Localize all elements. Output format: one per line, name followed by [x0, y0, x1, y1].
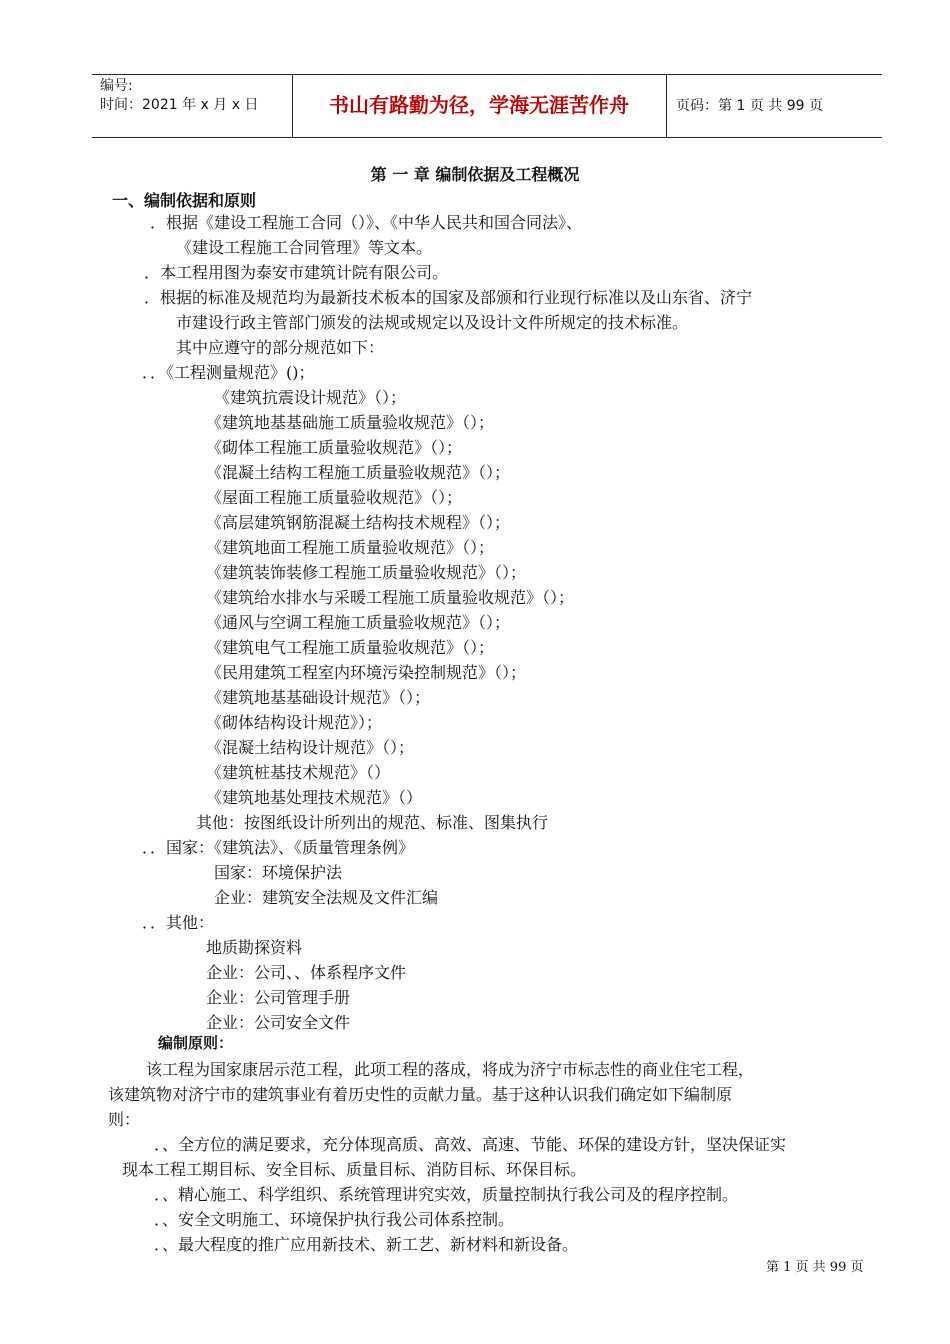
- spec-item: 《砌体工程施工质量验收规范》（）；: [206, 438, 463, 457]
- body-line: 企业：公司安全文件: [206, 1013, 351, 1032]
- header-page-number: 页码：第 1 页 共 99 页: [676, 98, 823, 114]
- principles-intro: 该工程为国家康居示范工程，此项工程的落成，将成为济宁市标志性的商业住宅工程，: [146, 1060, 755, 1079]
- principles-intro: 该建筑物对济宁市的建筑事业有着历史性的贡献力量。基于这种认识我们确定如下编制原: [108, 1085, 733, 1104]
- chapter-title: 第 一 章 编制依据及工程概况: [370, 165, 580, 184]
- spec-item: 《建筑给水排水与采暖工程施工质量验收规范》（）；: [206, 588, 575, 607]
- document-number-label: 编号:: [100, 78, 133, 94]
- body-line: 企业：公司、、体系程序文件: [206, 963, 407, 982]
- header-motto: 书山有路勤为径，学海无涯苦作舟: [329, 93, 629, 117]
- section-heading: 一、编制依据和原则: [112, 191, 257, 210]
- spec-item: 《建筑地基处理技术规范》（）: [206, 788, 423, 807]
- body-line: ．．《工程测量规范》()；: [142, 363, 315, 382]
- body-line: ．．其他：: [142, 913, 215, 932]
- principle-item: ．、全方位的满足要求，充分体现高质、高效、高速、节能、环保的建设方针，坚决保证实: [154, 1135, 787, 1154]
- spec-item: 《通风与空调工程施工质量验收规范》（）；: [206, 613, 511, 632]
- body-line: 市建设行政主管部门颁发的法规或规定以及设计文件所规定的技术标准。: [176, 313, 689, 332]
- page-footer: 第 1 页 共 99 页: [766, 1260, 864, 1275]
- spec-item: 《高层建筑钢筋混凝土结构技术规程》（）；: [206, 513, 511, 532]
- spec-item: 《建筑地基基础设计规范》（）；: [206, 688, 431, 707]
- spec-item: 《混凝土结构工程施工质量验收规范》（）；: [206, 463, 511, 482]
- spec-item: 《建筑装饰装修工程施工质量验收规范》（）；: [206, 563, 527, 582]
- principle-item: ．、安全文明施工、环境保护执行我公司体系控制。: [154, 1210, 515, 1229]
- spec-item: 《建筑电气工程施工质量验收规范》（）；: [206, 638, 495, 657]
- principles-heading: 编制原则：: [158, 1034, 234, 1052]
- body-line: ．．国家：《建筑法》、《质量管理条例》: [142, 838, 415, 857]
- spec-item: 《混凝土结构设计规范》（）；: [206, 738, 415, 757]
- body-line: 企业：建筑安全法规及文件汇编: [214, 888, 439, 907]
- body-line: 企业：公司管理手册: [206, 988, 351, 1007]
- body-line: 《建设工程施工合同管理》等文本。: [176, 238, 433, 257]
- body-line: 其中应遵守的部分规范如下：: [176, 338, 385, 357]
- spec-item: 《建筑地基基础施工质量验收规范》（）；: [206, 413, 495, 432]
- principles-intro: 则：: [108, 1110, 141, 1129]
- spec-item: 《屋面工程施工质量验收规范》（）；: [206, 488, 463, 507]
- body-line: ．本工程用图为泰安市建筑计院有限公司。: [144, 263, 449, 282]
- spec-item: 《民用建筑工程室内环境污染控制规范》（）；: [206, 663, 527, 682]
- body-line: 其他：按图纸设计所列出的规范、标准、图集执行: [196, 813, 549, 832]
- body-line: ．根据的标准及规范均为最新技术板本的国家及部颁和行业现行标准以及山东省、济宁: [144, 288, 753, 307]
- document-time: 时间：2021 年 x 月 x 日: [100, 97, 259, 113]
- header-meta: [100, 77, 290, 115]
- principle-item: ．、最大程度的推广应用新技术、新工艺、新材料和新设备。: [154, 1235, 579, 1254]
- body-line: 国家：环境保护法: [214, 863, 343, 882]
- page-header: [92, 74, 882, 138]
- header-divider: [666, 75, 667, 137]
- body-line: ．根据《建设工程施工合同（）》、《中华人民共和国合同法》、: [150, 213, 583, 232]
- spec-item: 《建筑桩基技术规范》（）: [206, 763, 391, 782]
- spec-item: 《建筑地面工程施工质量验收规范》（）；: [206, 538, 495, 557]
- spec-item: 《砌体结构设计规范》）；: [206, 713, 383, 732]
- body-line: 地质勘探资料: [206, 938, 303, 957]
- principle-item: 现本工程工期目标、安全目标、质量目标、消防目标、环保目标。: [122, 1160, 587, 1179]
- spec-item: 《建筑抗震设计规范》（）；: [214, 388, 407, 407]
- principle-item: ．、精心施工、科学组织、系统管理讲究实效，质量控制执行我公司及的程序控制。: [154, 1185, 739, 1204]
